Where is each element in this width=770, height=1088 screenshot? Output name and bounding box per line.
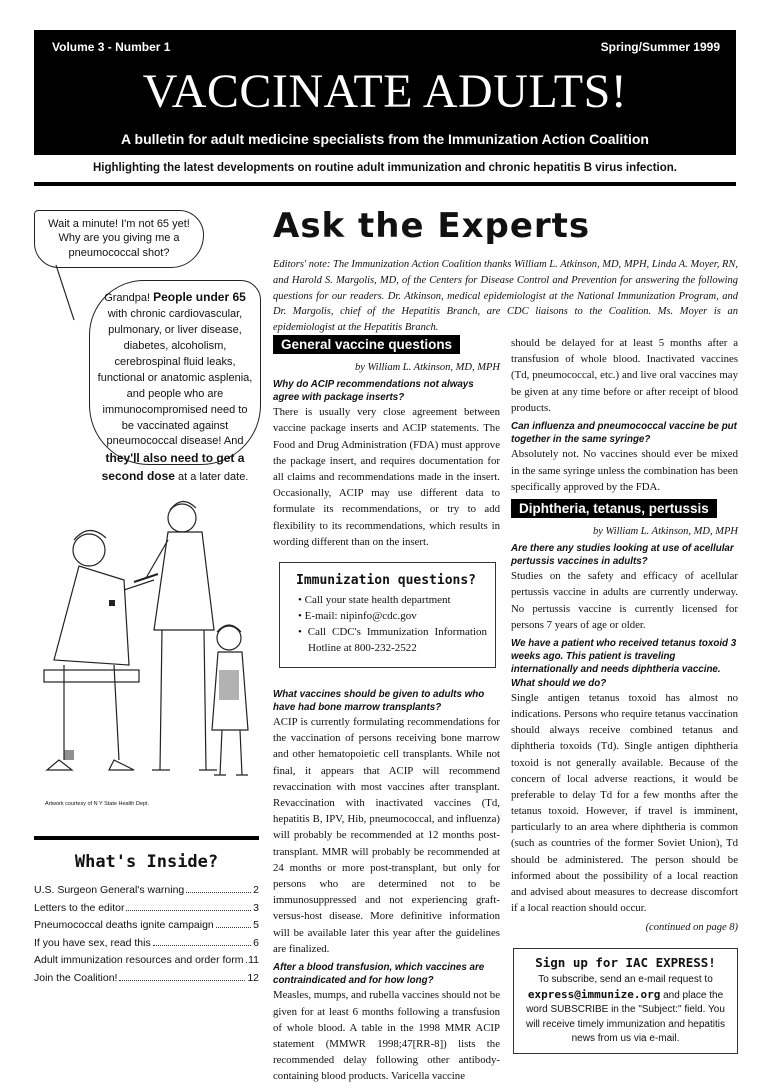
newsletter-subtitle: A bulletin for adult medicine specialists from the Immunization Action Coalition xyxy=(121,131,649,147)
list-item: • Call CDC's Immunization Information Hotline at 800-232-2522 xyxy=(296,625,487,657)
cartoon-illustration xyxy=(34,470,256,815)
section-heading-dtp: Diphtheria, tetanus, pertussis xyxy=(511,499,717,518)
answer: Measles, mumps, and rubella vaccines should not be given for at least 6 months following a transfusion of whole blood. A table in the 1998 MMR ACIP statement (MMWR 1998;47[RR-8]) lists the recommended delay following other antibody-containing blood products. Varicella vaccine xyxy=(273,989,500,1083)
answer: Absolutely not. No vaccines should ever be mixed in the same syringe unless the combination has been specifically approved by the FDA. xyxy=(511,448,738,493)
article-column-2 xyxy=(511,335,738,1054)
leader-dots xyxy=(246,962,247,963)
bubble-text: with chronic cardiovascular, pulmonary, or liver disease, diabetes, alcoholism, cerebrospinal fluid leaks, functional or anatomic asplenia, and people who are immunocompromised need to be vaccinated against pneumococcal disease! And xyxy=(97,307,253,448)
leader-dots xyxy=(216,927,251,928)
question: Can influenza and pneumococcal vaccine be put together in the same syringe? xyxy=(511,420,737,446)
signup-text xyxy=(520,973,731,1047)
signup-instructions: To subscribe, send an e-mail request to xyxy=(538,974,713,986)
artwork-credit: Artwork courtesy of N Y State Health Dept. xyxy=(45,801,150,807)
speech-bubble-grandchild xyxy=(89,280,261,484)
question: Why do ACIP recommendations not always agree with package inserts? xyxy=(273,378,474,403)
continued-note: (continued on page 8) xyxy=(645,922,738,934)
signup-email[interactable]: express@immunize.org xyxy=(527,987,661,1001)
bubble-emphasis: they'll also need to get a second dose xyxy=(101,451,245,484)
list-item: • Call your state health department xyxy=(296,593,487,609)
divider xyxy=(34,836,259,840)
issue-season: Spring/Summer 1999 xyxy=(600,40,720,54)
signup-title: Sign up for IAC EXPRESS! xyxy=(535,955,716,971)
table-of-contents xyxy=(34,884,259,989)
toc-page: 2 xyxy=(253,884,259,896)
tagline: Highlighting the latest developments on routine adult immunization and chronic hepatitis B virus infection. xyxy=(93,162,677,174)
toc-label: Join the Coalition! xyxy=(34,971,118,984)
byline: by William L. Atkinson, MD, MPH xyxy=(354,362,500,373)
toc-label: Adult immunization resources and order form xyxy=(34,954,244,966)
signup-box xyxy=(513,948,738,1054)
speech-bubble-patient: Wait a minute! I'm not 65 yet! Why are you giving me a pneumococcal shot? xyxy=(34,210,204,268)
leader-dots xyxy=(119,980,245,981)
bubble-text: at a later date. xyxy=(174,471,249,484)
toc-item[interactable] xyxy=(34,902,259,920)
byline: by William L. Atkinson, MD, MPH xyxy=(592,525,738,537)
toc-item[interactable] xyxy=(34,919,259,937)
volume-number: Volume 3 - Number 1 xyxy=(52,40,171,54)
signup-instructions-2: and place the word SUBSCRIBE in the "Subject:" field. You will receive timely immunization and hepatitis news from us via e-mail. xyxy=(526,989,725,1045)
leader-dots xyxy=(153,945,251,946)
toc-page: 3 xyxy=(253,901,259,914)
immunization-questions-box xyxy=(279,562,496,668)
answer: ACIP is currently formulating recommendations for the vaccination of persons receiving bone marrow and other hematopoietic cell transplants. While not final, it appears that ACIP will recommend revaccination with most vaccines after transplant. Revaccination with inactivated vaccines (Td, hepatitis B, IPV, Hib, pneumococcal, and influenza) will probably be recommended at 12 months post-transplant. MMR will probably be recommended at 24 months or more post-transplant, but only for persons who are determined not to be immunosuppressed and not experiencing graft-versus-host disease. More definitive information will be available later this year after the guidelines are finalized. xyxy=(273,716,500,955)
newsletter-title: VACCINATE ADULTS! xyxy=(142,65,628,118)
answer: There is usually very close agreement between vaccine package inserts and ACIP statements. The Food and Drug Administration (FDA) must approve the package insert, and requires documentation for all claims and recommendations made in the insert. Occasionally, ACIP may use different data to formulate its recommendations, or try to add flexibility to its recommendations, which results in wording different than on the insert. xyxy=(273,406,500,548)
article-title: Ask the Experts xyxy=(273,206,591,246)
toc-page: 6 xyxy=(253,936,259,949)
answer-continued: should be delayed for at least 5 months after a transfusion of whole blood. Inactivated vaccines (Td, pneumococcal, etc.) and live oral vaccines may be given at any time before or after receipt of blood products. xyxy=(511,337,738,414)
question: After a blood transfusion, which vaccines are contraindicated and for how long? xyxy=(273,961,485,987)
answer: Studies on the safety and efficacy of acellular pertussis vaccine in adults are currently underway. No pertussis vaccine is currently licensed for persons 7 years of age or older. xyxy=(511,570,738,631)
list-item[interactable]: • E-mail: nipinfo@cdc.gov xyxy=(296,609,487,625)
bubble-emphasis: People under 65 xyxy=(153,290,246,304)
toc-item[interactable] xyxy=(34,884,259,902)
toc-label: Pneumococcal deaths ignite campaign xyxy=(34,919,214,931)
question: What vaccines should be given to adults who have had bone marrow transplants? xyxy=(273,688,485,713)
whats-inside-title: What's Inside? xyxy=(74,852,219,872)
masthead xyxy=(34,30,736,155)
toc-label: U.S. Surgeon General's warning xyxy=(34,884,185,896)
leader-dots xyxy=(186,892,251,893)
article-column-1 xyxy=(273,335,500,1088)
box-title: Immunization questions? xyxy=(296,572,477,588)
toc-page: 11 xyxy=(248,954,259,966)
question: Are there any studies looking at use of acellular pertussis vaccines in adults? xyxy=(511,542,734,567)
section-heading-general: General vaccine questions xyxy=(273,335,460,354)
contact-list xyxy=(296,593,487,657)
toc-page: 12 xyxy=(247,971,259,984)
editors-note: Editors' note: The Immunization Action Coalition thanks William L. Atkinson, MD, MPH, Linda A. Moyer, RN, and Harold S. Margolis, MD, of the Centers for Disease Control and Prevention for answering the following questions for our readers. Dr. Atkinson, medical epidemiologist at the National Immunization Program, and Dr. Margolis, chief of the Hepatitis Branch, are CDC liaisons to the Coalition. Ms. Moyer is an epidemiologist at the Hepatitis Branch. xyxy=(273,259,738,333)
toc-label: Letters to the editor xyxy=(34,901,125,914)
bubble-text: Grandpa! xyxy=(104,292,154,304)
answer: Single antigen tetanus toxoid has almost no indications. Persons who require tetanus vaccination should always receive combined tetanus and diphtheria toxoids (Td). Single antigen diphtheria toxoid is not generally available. Because of the concern of local adverse reactions, it would be preferable to delay Td for a few months after the tetanus toxoid. However, if travel is imminent, particularly to an area where diphtheria is common (such as countries of the former Soviet Union), Td should be administered. The person should be informed about the possibility of a local reaction and advised about measures to decrease discomfort if a local reaction should occur. xyxy=(511,691,738,915)
toc-page: 5 xyxy=(253,919,259,931)
toc-label: If you have sex, read this xyxy=(34,936,151,949)
question: We have a patient who received tetanus toxoid 3 weeks ago. This patient is traveling internationally and needs diphtheria vaccine. What should we do? xyxy=(511,637,737,689)
toc-item[interactable] xyxy=(34,937,259,955)
toc-item[interactable] xyxy=(34,972,259,990)
toc-item[interactable] xyxy=(34,954,259,972)
divider xyxy=(34,182,736,186)
leader-dots xyxy=(126,910,251,911)
